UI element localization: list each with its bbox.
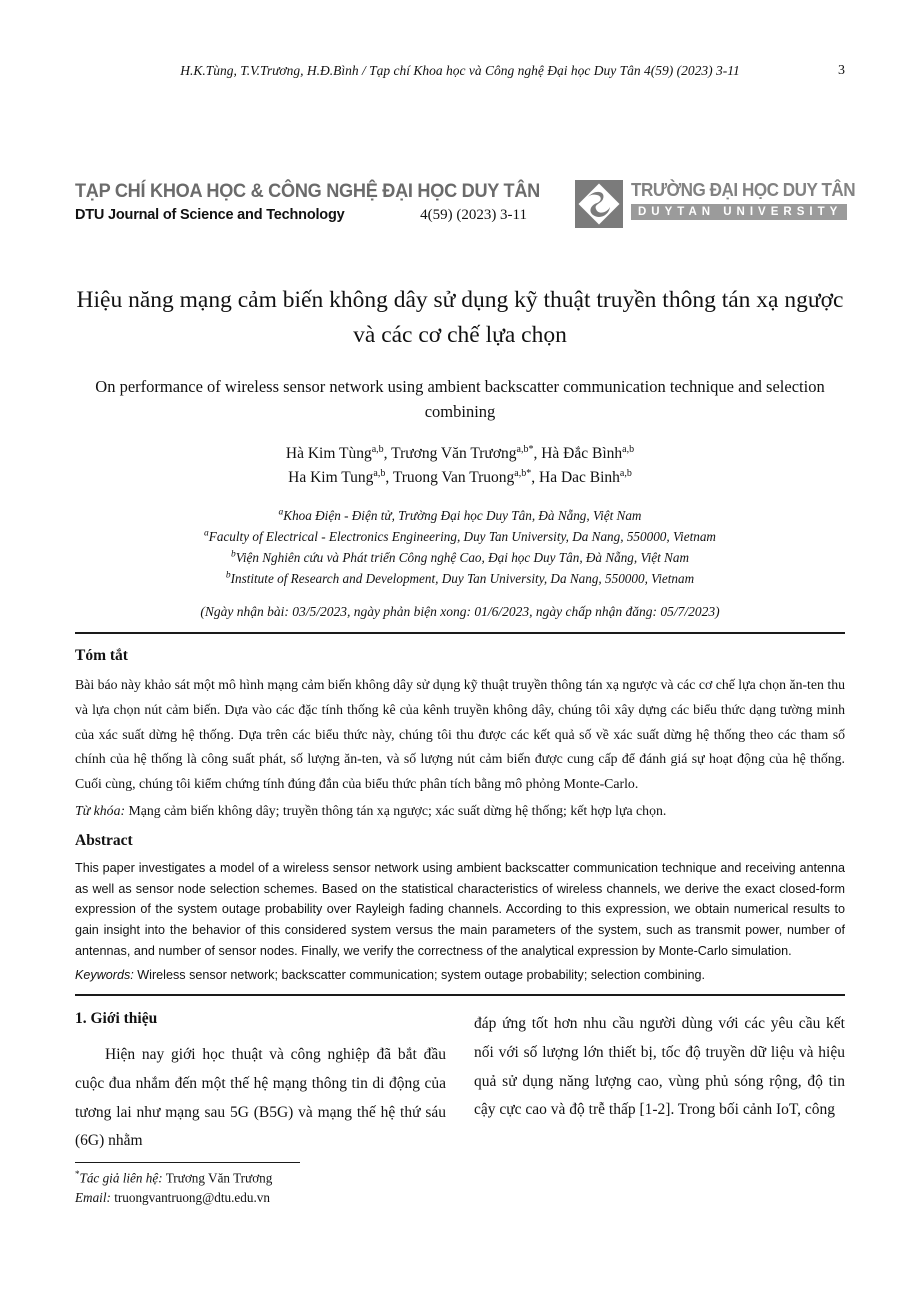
footnote-email-line <box>75 1188 446 1208</box>
affiliation-marker: b <box>225 570 231 581</box>
section1-heading: 1. Giới thiệu <box>75 1010 158 1028</box>
university-text-block <box>631 180 867 220</box>
author-name: , Ha Dac Binh <box>531 468 620 486</box>
university-name-vi: TRƯỜNG ĐẠI HỌC DUY TÂN <box>631 180 856 200</box>
keywords-vi-label: Từ khóa: <box>75 803 126 819</box>
masthead-right <box>575 180 856 233</box>
abstract-vi-body: Bài báo này khảo sát một mô hình mạng cảm biến không dây sử dụng kỹ thuật truyền thông tán xạ ngược và các cơ chế lựa chọn ăn-ten thu và lựa chọn nút cảm biến. Dựa vào các đặc tính thống kê của kênh truyền không dây, chúng tôi xây dựng các biểu thức dạng tường minh của xác suất dừng hệ thống. Dựa trên các biểu thức này, chúng tôi thu được các kết quả số về xác suất dừng hệ thống theo các tham số chính của hệ thống là công suất phát, số lượng ăn-ten, và số lượng nút cảm biến được cung cấp để đánh giá sự hoạt động của hệ thống. Cuối cùng, chúng tôi kiểm chứng tính đúng đắn của biểu thức phân tích bằng mô phỏng Monte-Carlo. <box>75 677 845 791</box>
abstract-vi-heading: Tóm tắt <box>75 647 128 665</box>
abstract-en-body: This paper investigates a model of a wireless sensor network using ambient backscatter communication technique and receiving antenna as well as sensor node selection schemes. Based on the statistical characteristics of wireless channels, we derive the exact closed-form expression of the system outage probability over Rayleigh fading channels. According to this expression, we obtain numerical results to gain insight into the behavior of this considered system versus the main parameters of the system, such as transmit power, number of antennas, and number of sensor nodes. Finally, we verify the correctness of the analytical expression by Monte-Carlo simulation. <box>75 861 845 958</box>
article-title-vi: Hiệu năng mạng cảm biến không dây sử dụng kỹ thuật truyền thông tán xạ ngược và các cơ chế lựa chọn <box>76 287 844 349</box>
author-affil-marker: a,b <box>622 443 635 455</box>
affiliation-line <box>75 526 845 547</box>
section1-left-paragraph: Hiện nay giới học thuật và công nghiệp đã bắt đầu cuộc đua nhắm đến một thế hệ mạng thông tin di động của tương lai như mạng sau 5G (B5G) và mạng thế hệ thứ sáu (6G) nhằm <box>75 1046 446 1150</box>
affiliation-text: Institute of Research and Development, Duy Tan University, Da Nang, 550000, Vietnam <box>230 571 695 587</box>
journal-title-vi: TẠP CHÍ KHOA HỌC & CÔNG NGHỆ ĐẠI HỌC DUY TÂN <box>75 180 540 202</box>
dates-line: (Ngày nhận bài: 03/5/2023, ngày phản biện xong: 01/6/2023, ngày chấp nhận đăng: 05/7/2023) <box>200 604 720 620</box>
divider-rule <box>75 994 845 996</box>
affiliation-text: Faculty of Electrical - Electronics Engineering, Duy Tan University, Da Nang, 550000, Vietnam <box>208 529 716 545</box>
keywords-en-line <box>75 968 845 982</box>
affiliation-marker: a <box>278 507 284 518</box>
author-affil-marker: a,b <box>371 443 384 455</box>
authors-line-en <box>75 466 845 490</box>
authors-line-vi <box>75 442 845 466</box>
running-header <box>75 62 845 80</box>
affiliations-block <box>75 505 845 590</box>
dtu-logo-icon <box>575 180 623 233</box>
journal-masthead <box>75 180 856 233</box>
footnote-contact-line <box>75 1168 446 1188</box>
issue-info: 4(59) (2023) 3-11 <box>420 207 527 223</box>
affiliation-text: Khoa Điện - Điện tử, Trường Đại học Duy Tân, Đà Nẵng, Việt Nam <box>283 507 642 523</box>
author-affil-marker: a,b* <box>516 443 534 455</box>
author-affil-marker: a,b <box>619 467 632 479</box>
university-name-en: DUYTAN UNIVERSITY <box>631 204 847 220</box>
keywords-vi-line <box>75 803 845 819</box>
keywords-vi-text: Mạng cảm biến không dây; truyền thông tán xạ ngược; xác suất dừng hệ thống; kết hợp lựa chọn. <box>125 803 667 819</box>
journal-title-en: DTU Journal of Science and Technology <box>75 207 345 223</box>
author-name: , Hà Đắc Bình <box>533 444 623 462</box>
author-name: , Truong Van Truong <box>385 468 515 486</box>
affiliation-line <box>75 505 845 526</box>
page-number: 3 <box>838 63 845 78</box>
footnote-email-address: truongvantruong@dtu.edu.vn <box>110 1190 270 1206</box>
footnote-email-label: Email: <box>75 1190 111 1206</box>
running-header-text: H.K.Tùng, T.V.Trương, H.Đ.Bình / Tạp chí Khoa học và Công nghệ Đại học Duy Tân 4(59) (2023) 3-11 <box>180 63 740 78</box>
divider-rule <box>75 632 845 634</box>
footnote-block <box>75 1162 446 1208</box>
section1-right-paragraph: đáp ứng tốt hơn nhu cầu người dùng với các yêu cầu kết nối với số lượng lớn thiết bị, tốc độ truyền dữ liệu và hiệu quả sử dụng năng lượng cao, vùng phủ sóng rộng, độ tin cậy cực cao và độ trễ thấp [1-2]. Trong bối cảnh IoT, công <box>474 1015 845 1119</box>
two-column-body <box>75 1010 845 1208</box>
footnote-label: Tác giả liên hệ: <box>79 1170 163 1186</box>
footnote-contact-name: Trương Văn Trương <box>162 1170 273 1186</box>
article-title-en: On performance of wireless sensor network using ambient backscatter communication technique and selection combining <box>95 376 825 422</box>
author-name: Hà Kim Tùng <box>285 444 372 462</box>
affiliation-marker: a <box>204 528 209 539</box>
author-affil-marker: a,b* <box>514 467 532 479</box>
author-name: , Trương Văn Trương <box>383 444 517 462</box>
affiliation-line <box>75 547 845 568</box>
affiliation-text: Viện Nghiên cứu và Phát triển Công nghệ Cao, Đại học Duy Tân, Đà Nẵng, Việt Nam <box>235 550 689 566</box>
footnote-rule <box>75 1162 300 1163</box>
affiliation-line <box>75 568 845 589</box>
keywords-en-text: Wireless sensor network; backscatter communication; system outage probability; selection combining. <box>133 968 705 983</box>
author-affil-marker: a,b <box>373 467 386 479</box>
affiliation-marker: b <box>231 549 236 560</box>
right-column <box>474 1010 845 1208</box>
journal-sub-row <box>75 207 527 224</box>
author-name: Ha Kim Tung <box>288 468 374 486</box>
footnote-marker: * <box>75 1169 80 1180</box>
left-column <box>75 1010 446 1208</box>
keywords-en-label: Keywords: <box>75 968 134 983</box>
masthead-left <box>75 180 540 224</box>
authors-block <box>75 442 845 490</box>
abstract-en-heading: Abstract <box>75 832 133 850</box>
